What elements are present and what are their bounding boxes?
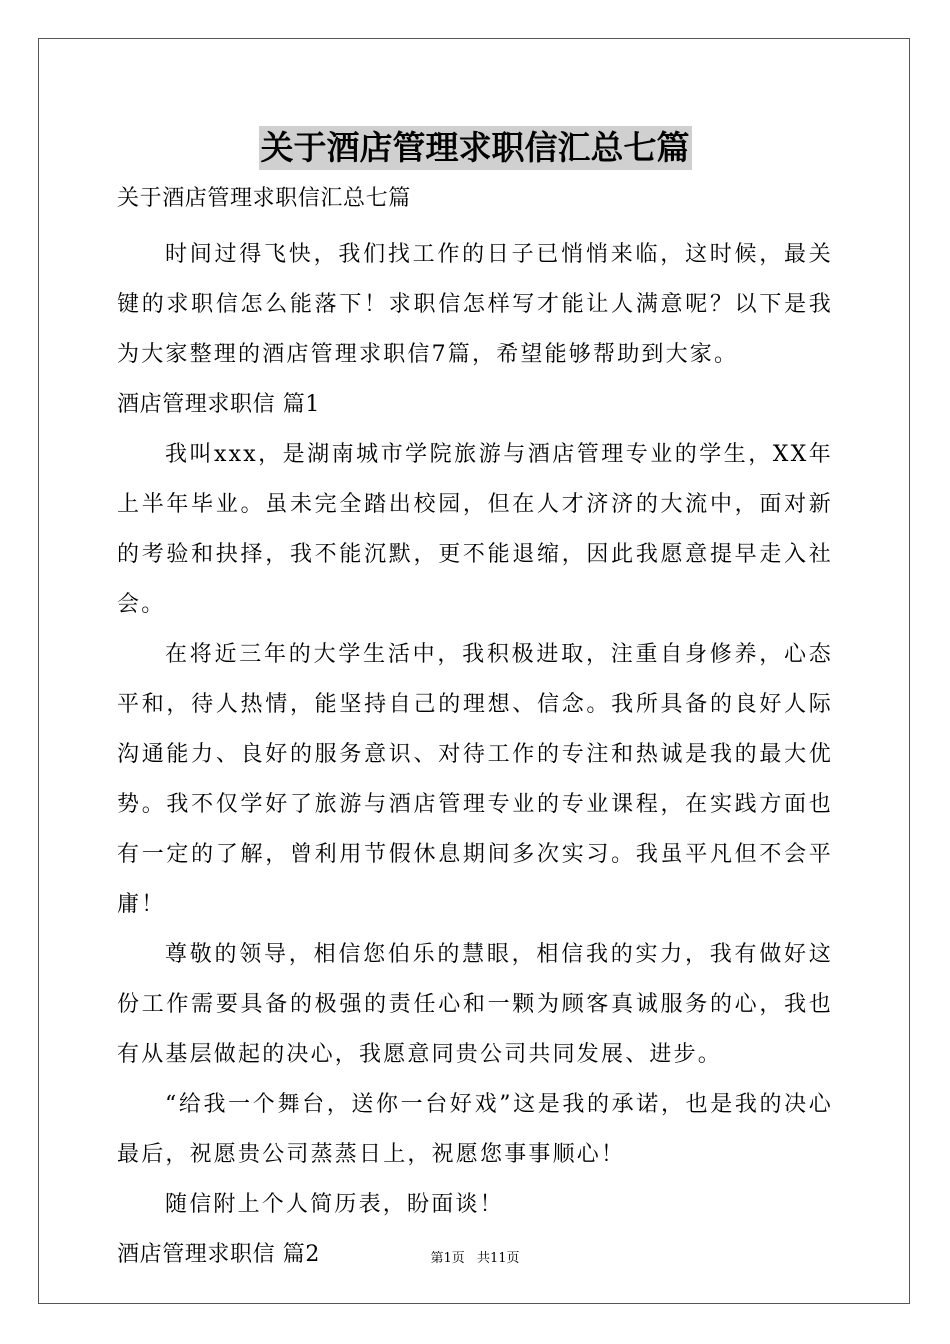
- document-title: 关于酒店管理求职信汇总七篇: [259, 126, 692, 170]
- section-heading-2: 酒店管理求职信 篇2: [117, 1242, 320, 1267]
- paragraph-3: 尊敬的领导，相信您伯乐的慧眼，相信我的实力，我有做好这份工作需要具备的极强的责任心和一颗为顾客真诚服务的心，我也有从基层做起的决心，我愿意同贵公司共同发展、进步。: [117, 942, 833, 1067]
- page-footer: [0, 1247, 950, 1266]
- paragraph-1: 我叫xxx，是湖南城市学院旅游与酒店管理专业的学生，XX年上半年毕业。虽未完全踏出校园，但在人才济济的大流中，面对新的考验和抉择，我不能沉默，更不能退缩，因此我愿意提早走入社会。: [117, 442, 833, 617]
- intro-paragraph: 时间过得飞快，我们找工作的日子已悄悄来临，这时候，最关键的求职信怎么能落下！求职信怎样写才能让人满意呢？以下是我为大家整理的酒店管理求职信7篇，希望能够帮助到大家。: [117, 242, 833, 367]
- paragraph-5: 随信附上个人简历表，盼面谈！: [165, 1192, 504, 1217]
- paragraph-2: 在将近三年的大学生活中，我积极进取，注重自身修养，心态平和，待人热情，能坚持自己的理想、信念。我所具备的良好人际沟通能力、良好的服务意识、对待工作的专注和热诚是我的最大优势。我不仅学好了旅游与酒店管理专业的专业课程，在实践方面也有一定的了解，曾利用节假休息期间多次实习。我虽平凡但不会平庸！: [117, 642, 833, 917]
- section-heading-1: 酒店管理求职信 篇1: [117, 392, 320, 417]
- paragraph-4: “给我一个舞台，送你一台好戏”这是我的承诺，也是我的决心最后，祝愿贵公司蒸蒸日上，祝愿您事事顺心！: [117, 1092, 833, 1167]
- document-body: [117, 180, 833, 1280]
- title-container: [0, 126, 950, 170]
- page-total: 共11页: [476, 1251, 520, 1266]
- page-number: 第1页: [430, 1251, 465, 1266]
- document-subtitle: 关于酒店管理求职信汇总七篇: [117, 186, 411, 211]
